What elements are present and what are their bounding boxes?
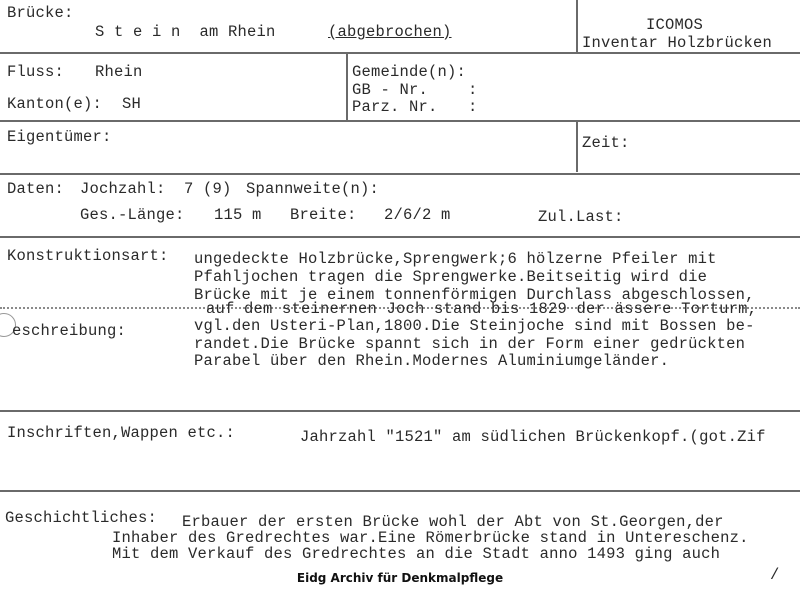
beschreibung-line: randet.Die Brücke spannt sich in der Form einer gedrückten (194, 335, 746, 353)
fluss-label: Fluss: (7, 63, 65, 81)
konstruktion-label: Konstruktionsart: (7, 247, 169, 265)
jochzahl-value: 7 (9) (184, 180, 232, 198)
geschichte-line: Inhaber des Gredrechtes war.Eine Römerbrücke stand in Untereschenz. (112, 529, 749, 547)
konstruktion-line: Pfahljochen tragen die Sprengwerke.Beitseitig wird die (194, 268, 708, 286)
org-line1: ICOMOS (646, 16, 704, 34)
beschreibung-line: vgl.den Usteri-Plan,1800.Die Steinjoche sind mit Bossen be- (194, 317, 755, 335)
gemeinde-label: Gemeinde(n): (352, 63, 467, 81)
gb-label: GB - Nr. (352, 81, 429, 99)
jochzahl-label: Jochzahl: (80, 180, 166, 198)
bruecke-status: (abgebrochen) (328, 23, 452, 41)
geschichte-label: Geschichtliches: (5, 509, 158, 527)
kanton-value: SH (122, 95, 142, 113)
last-label: Zul.Last: (538, 208, 624, 226)
konstruktion-line: auf dem steinernen Joch stand bis 1829 der ässere Torturm, (206, 300, 758, 318)
bruecke-label: Brücke: (7, 4, 74, 22)
geschichte-mark: / (770, 566, 780, 584)
breite-label: Breite: (290, 206, 357, 224)
beschreibung-line: Parabel über den Rhein.Modernes Aluminiumgeländer. (194, 352, 670, 370)
parz-colon: : (468, 98, 478, 116)
archive-footer: Eidg Archiv für Denkmalpflege (296, 571, 504, 585)
parz-label: Parz. Nr. (352, 98, 438, 116)
rule-location (0, 120, 800, 122)
beschreibung-label: eschreibung: (12, 322, 127, 340)
inschriften-value: Jahrzahl "1521" am südlichen Brückenkopf.(got.Zif (300, 428, 766, 446)
kanton-label: Kanton(e): (7, 95, 103, 113)
rule-beschreibung (0, 410, 800, 412)
daten-label: Daten: (7, 180, 65, 198)
fluss-value: Rhein (95, 63, 143, 81)
konstruktion-line: ungedeckte Holzbrücke,Sprengwerk;6 hölzerne Pfeiler mit (194, 250, 717, 268)
geschichte-line: Mit dem Verkauf des Gredrechtes an die Stadt anno 1493 ging auch (112, 545, 721, 563)
geschichte-line: Erbauer der ersten Brücke wohl der Abt von St.Georgen,der (182, 513, 724, 531)
rule-daten (0, 236, 800, 238)
header-divider (576, 0, 578, 52)
owner-divider (576, 122, 578, 172)
zeit-label: Zeit: (582, 134, 630, 152)
eigentuemer-label: Eigentümer: (7, 128, 112, 146)
org-line2: Inventar Holzbrücken (582, 34, 773, 52)
laenge-label: Ges.-Länge: (80, 206, 185, 224)
rule-inschriften (0, 490, 800, 492)
rule-owner (0, 173, 800, 175)
breite-value: 2/6/2 m (384, 206, 451, 224)
inschriften-label: Inschriften,Wappen etc.: (7, 424, 236, 442)
location-divider (346, 52, 348, 120)
spannweite-label: Spannweite(n): (246, 180, 380, 198)
gb-colon: : (468, 81, 478, 99)
laenge-value: 115 m (214, 206, 262, 224)
bruecke-name: S t e i n am Rhein (95, 23, 276, 41)
konstruktion-line: Brücke mit je einem tonnenförmigen Durchlass abgeschlossen, (194, 286, 755, 304)
